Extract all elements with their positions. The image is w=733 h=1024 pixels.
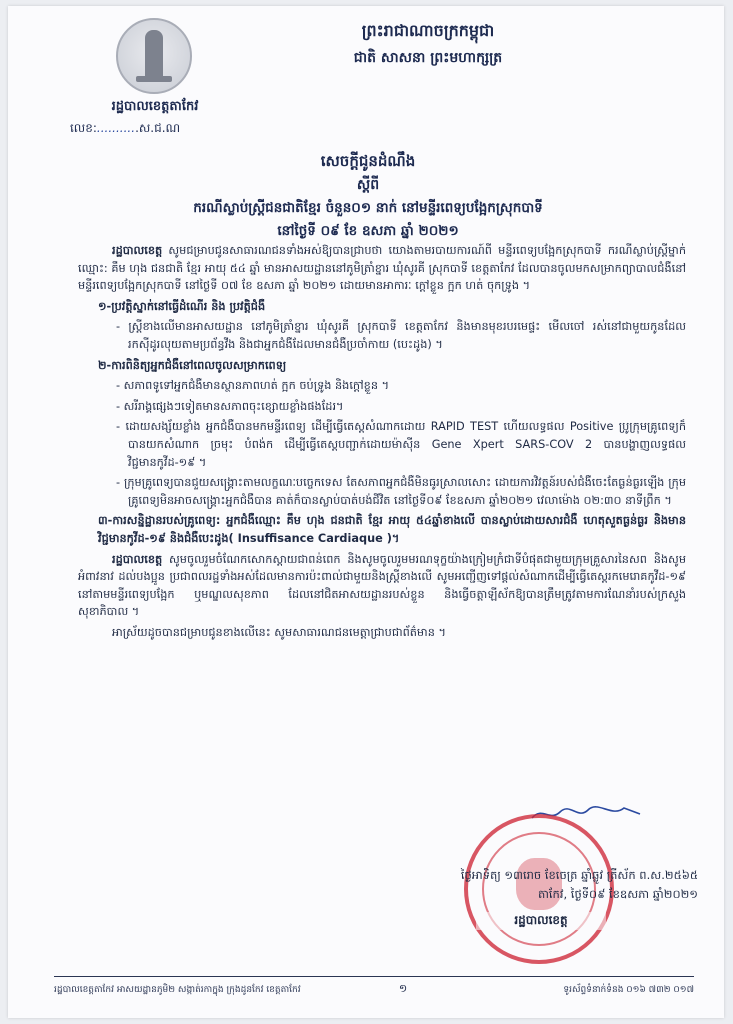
footer-page-number: ១ [398,982,408,995]
lunar-date: ថ្ងៃអាទិត្យ ១៣រោច ខែចេត្រ ឆ្នាំឆ្លូវ ត្រីស័ក ព.ស.២៥៦៥ [460,868,698,882]
section-3-conclusion: ៣-ការសន្និដ្ឋានរបស់គ្រូពេទ្យ: អ្នកជំងឺឈ្មោះ គឹម ហុង ជនជាតិ ខ្មែរ អាយុ ៥៤ឆ្នាំខាងលើ បានស្លាប់ដោយសារជំងឺ ហេតុសួតធ្ងន់ធ្ងរ និងមាន វិជ្ជមានកូវីដ-១៩ និងជំងឺបេះដូង( Insuffisance Cardiaque )។ [98,514,686,545]
closing-paragraph [78,551,686,621]
section-2-item-4: - ក្រុមគ្រូពេទ្យបានជួយសង្គ្រោះតាមលក្ខណៈបច្ចេកទេស តែសភាពអ្នកជំងឺមិនធូរស្រាលសោះ ដោយការវិវត្តន៍របស់ជំងឺចេះតែធ្ងន់ធ្ងរឡើង ក្រុមគ្រូពេទ្យមិនអាចសង្គ្រោះអ្នកជំងឺបាន គាត់ក៏បានស្លាប់បាត់បង់ជីវិត នៅថ្ងៃទី០៩ ខែឧសភា ឆ្នាំ២០២១ វេលាម៉ោង ០២:៣០ នាទីព្រឹក ។ [116,476,686,507]
footer-address: រដ្ឋបាលខេត្តតាកែវ អាសយដ្ឋានភូមិ២ សង្កាត់រកាក្នុង ក្រុងដូនកែវ ខេត្តតាកែវ [54,985,301,995]
emblem-figure-icon [145,30,163,80]
emblem-base-icon [136,76,172,82]
closing-text: សូមចូលរួមចំណែកសោកស្តាយជាពន់ពេក និងសូមចូលរួមមរណទុក្ខយ៉ាងក្រៀមក្រំជាទីបំផុតជាមួយក្រុមគ្រួសារនៃសព និងសូមអំពាវនាវ ដល់បងប្អូន ប្រជាពលរដ្ឋទាំងអស់ដែលមានការប៉ះពាល់ជាមួយនិងស្ត្រីខាងលើ សូមអញ្ជើញទៅផ្តល់សំណាកដើម្បីធ្វើតេស្តរកមេរោគកូវីដ-១៩ នៅតាមមន្ទីរពេទ្យបង្អែក ឬមណ្ឌលសុខភាព ដែលនៅជិតអាសយដ្ឋានរបស់ខ្លួន និងធ្វើចត្តាឡីស័កឱ្យបានត្រឹមត្រូវតាមការណែនាំរបស់ក្រសួងសុខាភិបាល ។ [78,552,686,619]
national-motto: ជាតិ សាសនា ព្រះមហាក្សត្រ [353,50,503,66]
signatory-title: រដ្ឋបាលខេត្ត [476,912,606,930]
notice-body [78,242,686,644]
notice-about: ស្តីពី [356,177,380,193]
document-page [8,6,724,1018]
section-2-item-2: - សរីរាង្គផ្សេងៗទៀតមានសភាពចុះខ្សោយខ្លាំងផងដែរ។ [116,399,344,413]
section-1-item: - ស្ត្រីខាងលើមានអាសយដ្ឋាន នៅភូមិត្រាំខ្នារ ឃុំសូរគី ស្រុកបាទី ខេត្តតាកែវ និងមានមុខរបរមេផ្ទះ មើលចៅ រស់នៅជាមួយកូនដែលរកស៊ីដូរលុយតាមប្រព័ន្ធវីង និងជាអ្នកជំងឺដែលមានជំងឺប្រចាំកាយ (បេះដូង) ។ [116,320,686,351]
intro-paragraph [78,242,686,295]
section-1-heading: ១-ប្រវត្តិស្នាក់នៅធ្វើដំណើរ និង ប្រវត្តិជំងឺ [98,299,266,313]
notice-title: សេចក្តីជូនដំណឹង [320,152,416,170]
footer-phone: ទូរស័ព្ទទំនាក់ទំនង ០១៦ ៧៣២ ០១៧ [563,985,694,995]
reference-label: លេខ: [70,121,97,135]
reference-value: .......... [96,121,136,135]
reference-suffix: .ស.ជ.ណ [135,121,181,135]
section-2-item-1: - សភាពទូទៅអ្នកជំងឺមានស្ថានភាពហត់ ក្អក ចប់ទ្រូង និងក្តៅខ្លួន ។ [116,379,390,393]
solar-date: តាកែវ, ថ្ងៃទី០៩ ខែឧសភា ឆ្នាំ២០២១ [537,887,698,901]
footer-divider [54,976,694,977]
section-2-heading: ២-ការពិនិត្យអ្នកជំងឺនៅពេលចូលសម្រាកពេទ្យ [98,358,287,372]
kingdom-heading: ព្រះរាជាណាចក្រកម្ពុជា [361,21,495,40]
emblem-logo [116,18,192,94]
final-paragraph: អាស្រ័យដូចបានជម្រាបជូនខាងលើនេះ សូមសាធារណជនមេត្តាជ្រាបជាព័ត៌មាន ។ [112,625,446,639]
reference-number [70,120,240,138]
notice-subject: ករណីស្លាប់ស្ត្រីជនជាតិខ្មែរ ចំនួន០១ នាក់ នៅមន្ទីរពេទ្យបង្អែកស្រុកបាទី [193,200,543,216]
date-block [338,866,698,904]
issuing-authority: រដ្ឋបាលខេត្តតាកែវ [111,99,199,114]
intro-text: សូមជម្រាបជូនសាធារណជនទាំងអស់ឱ្យបានជ្រាបថា យោងតាមរបាយការណ៍ពី មន្ទីរពេទ្យបង្អែកស្រុកបាទី ករណីស្លាប់ស្ត្រីម្នាក់ឈ្មោះ: គឹម ហុង ជនជាតិ ខ្មែរ អាយុ ៥៤ ឆ្នាំ មានអាសយដ្ឋាននៅភូមិត្រាំខ្នារ ឃុំសូរគី ស្រុកបាទី ខេត្តតាកែវ ដែលបានចូលមកសម្រាកព្យាបាលជំងឺនៅមន្ទីរពេទ្យបង្អែកស្រុកបាទី នៅថ្ងៃទី ០៧ ខែ ឧសភា ឆ្នាំ ២០២១ ដោយមានអាការៈ ក្តៅខ្លួន ក្អក ហត់ ចុកទ្រូង ។ [78,244,686,293]
notice-date: នៅថ្ងៃទី ០៩ ខែ ឧសភា ឆ្នាំ ២០២១ [277,223,459,239]
section-2-item-3: - ដោយសង្ស័យខ្លាំង អ្នកជំងឺបានមកមន្ទីរពេទ្យ ដើម្បីធ្វើតេស្តសំណាកដោយ RAPID TEST ហើយលទ្ធផល Positive ប្រូក្រុមគ្រូពេទ្យក៏បានយកសំណាក ច្រមុះ បំពង់ក ដើម្បីធ្វើតេស្តបញ្ជាក់ដោយម៉ាស៊ីន Gene Xpert SARS-COV 2 បានបង្ហាញលទ្ធផលវិជ្ជមានកូវីដ-១៩ ។ [116,420,686,469]
notice-title-block [48,148,688,242]
closing-lead: រដ្ឋបាលខេត្ត [112,552,163,566]
intro-lead: រដ្ឋបាលខេត្ត [112,244,163,257]
